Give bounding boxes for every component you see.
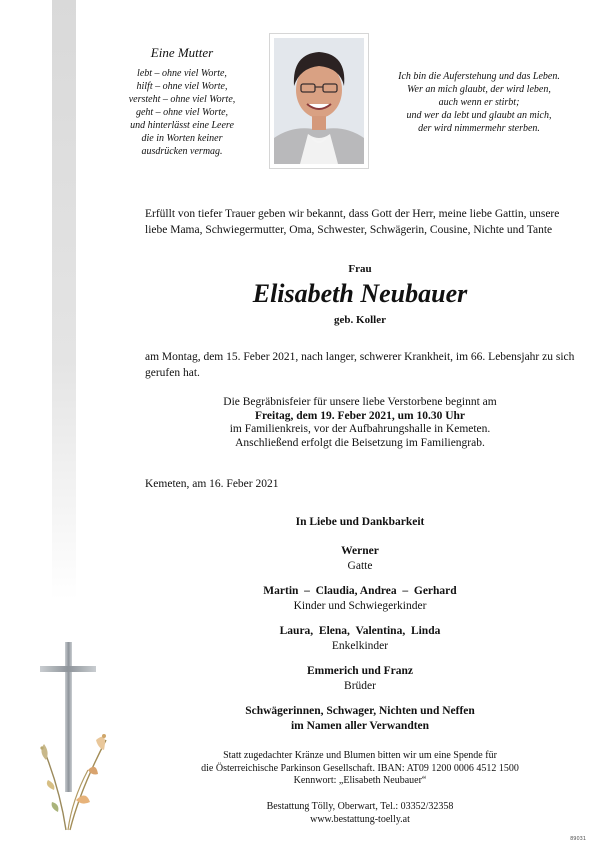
closing-phrase: In Liebe und Dankbarkeit xyxy=(295,516,425,528)
poem-left-line: und hinterlässt eine Leere xyxy=(130,120,234,131)
poem-left-line: geht – ohne viel Worte, xyxy=(135,107,229,118)
announcement-intro: Erfüllt von tiefer Trauer geben wir bekannt, dass Gott der Herr, meine liebe Gattin, unsere liebe Mama, Schwiegermutter, Oma, Schwester, Schwägerin, Cousine, Nichte und Tante xyxy=(145,208,560,236)
relatives-line: Schwägerinnen, Schwager, Nichten und Neffen xyxy=(245,705,475,717)
poem-right-line: Wer an mich glaubt, der wird leben, xyxy=(407,84,551,95)
poem-left-line: die in Worten keiner xyxy=(141,133,223,144)
undertaker-line: Bestattung Tölly, Oberwart, Tel.: 03352/32358 xyxy=(266,801,454,812)
mourner-group xyxy=(145,544,575,574)
poem-left-line: ausdrücken vermag. xyxy=(141,146,223,157)
mourners-section xyxy=(145,516,575,744)
mourner-group xyxy=(145,624,575,654)
poem-left-line: versteht – ohne viel Worte, xyxy=(128,94,236,105)
salutation: Frau xyxy=(348,263,372,275)
poem-left-title: Eine Mutter xyxy=(150,45,214,60)
poem-left xyxy=(96,46,268,158)
mourner-group xyxy=(145,664,575,694)
poem-right xyxy=(368,70,590,135)
funeral-date-time: Freitag, dem 19. Feber 2021, um 10.30 Uhr xyxy=(254,409,466,422)
maiden-name: geb. Koller xyxy=(334,314,386,326)
donation-line: Kennwort: „Elisabeth Neubauer“ xyxy=(293,775,427,786)
mourner-relation: Brüder xyxy=(344,680,376,692)
undertaker-website: www.bestattung-toelly.at xyxy=(310,813,410,825)
place-date: Kemeten, am 16. Feber 2021 xyxy=(145,478,279,490)
relatives-group xyxy=(145,704,575,734)
deceased-name: Elisabeth Neubauer xyxy=(252,279,468,308)
mourner-relation: Enkelkinder xyxy=(331,640,389,652)
mourner-group xyxy=(145,584,575,614)
relatives-line: im Namen aller Verwandten xyxy=(290,720,430,732)
death-notice: am Montag, dem 15. Feber 2021, nach langer, schwerer Krankheit, im 66. Lebensjahr zu sich gerufen hat. xyxy=(145,351,575,379)
cross-with-flowers xyxy=(36,640,126,840)
mourner-relation: Gatte xyxy=(347,560,373,572)
mourner-names: Werner xyxy=(341,545,379,557)
mourner-relation: Kinder und Schwiegerkinder xyxy=(293,600,427,612)
poem-right-line: der wird nimmermehr sterben. xyxy=(418,123,540,134)
poem-left-line: lebt – ohne viel Worte, xyxy=(137,68,227,79)
funeral-line: im Familienkreis, vor der Aufbahrungshalle in Kemeten. xyxy=(229,423,491,435)
funeral-line: Anschließend erfolgt die Beisetzung im Familiengrab. xyxy=(235,436,485,449)
mourner-names: Emmerich und Franz xyxy=(306,665,414,677)
funeral-details xyxy=(145,396,575,450)
donation-line: Statt zugedachter Kränze und Blumen bitten wir um eine Spende für xyxy=(223,750,497,761)
donation-line: die Österreichische Parkinson Gesellschaft. IBAN: AT09 1200 0006 4512 1500 xyxy=(201,762,519,774)
funeral-line: Die Begräbnisfeier für unsere liebe Verstorbene beginnt am xyxy=(223,396,497,408)
portrait-illustration xyxy=(274,38,364,164)
decorative-stripe xyxy=(52,0,76,600)
donation-request xyxy=(145,750,575,788)
poem-right-line: Ich bin die Auferstehung und das Leben. xyxy=(398,71,560,82)
mourner-names: Martin – Claudia, Andrea – Gerhard xyxy=(263,585,457,597)
undertaker-info xyxy=(145,801,575,826)
poem-right-line: und wer da lebt und glaubt an mich, xyxy=(406,110,552,121)
portrait-photo xyxy=(270,34,368,168)
poem-right-line: auch wenn er stirbt; xyxy=(438,97,520,108)
poem-left-line: hilft – ohne viel Worte, xyxy=(136,81,228,92)
document-code: 89031 xyxy=(570,836,586,842)
mourner-names: Laura, Elena, Valentina, Linda xyxy=(279,625,441,637)
cross-icon xyxy=(36,640,126,840)
